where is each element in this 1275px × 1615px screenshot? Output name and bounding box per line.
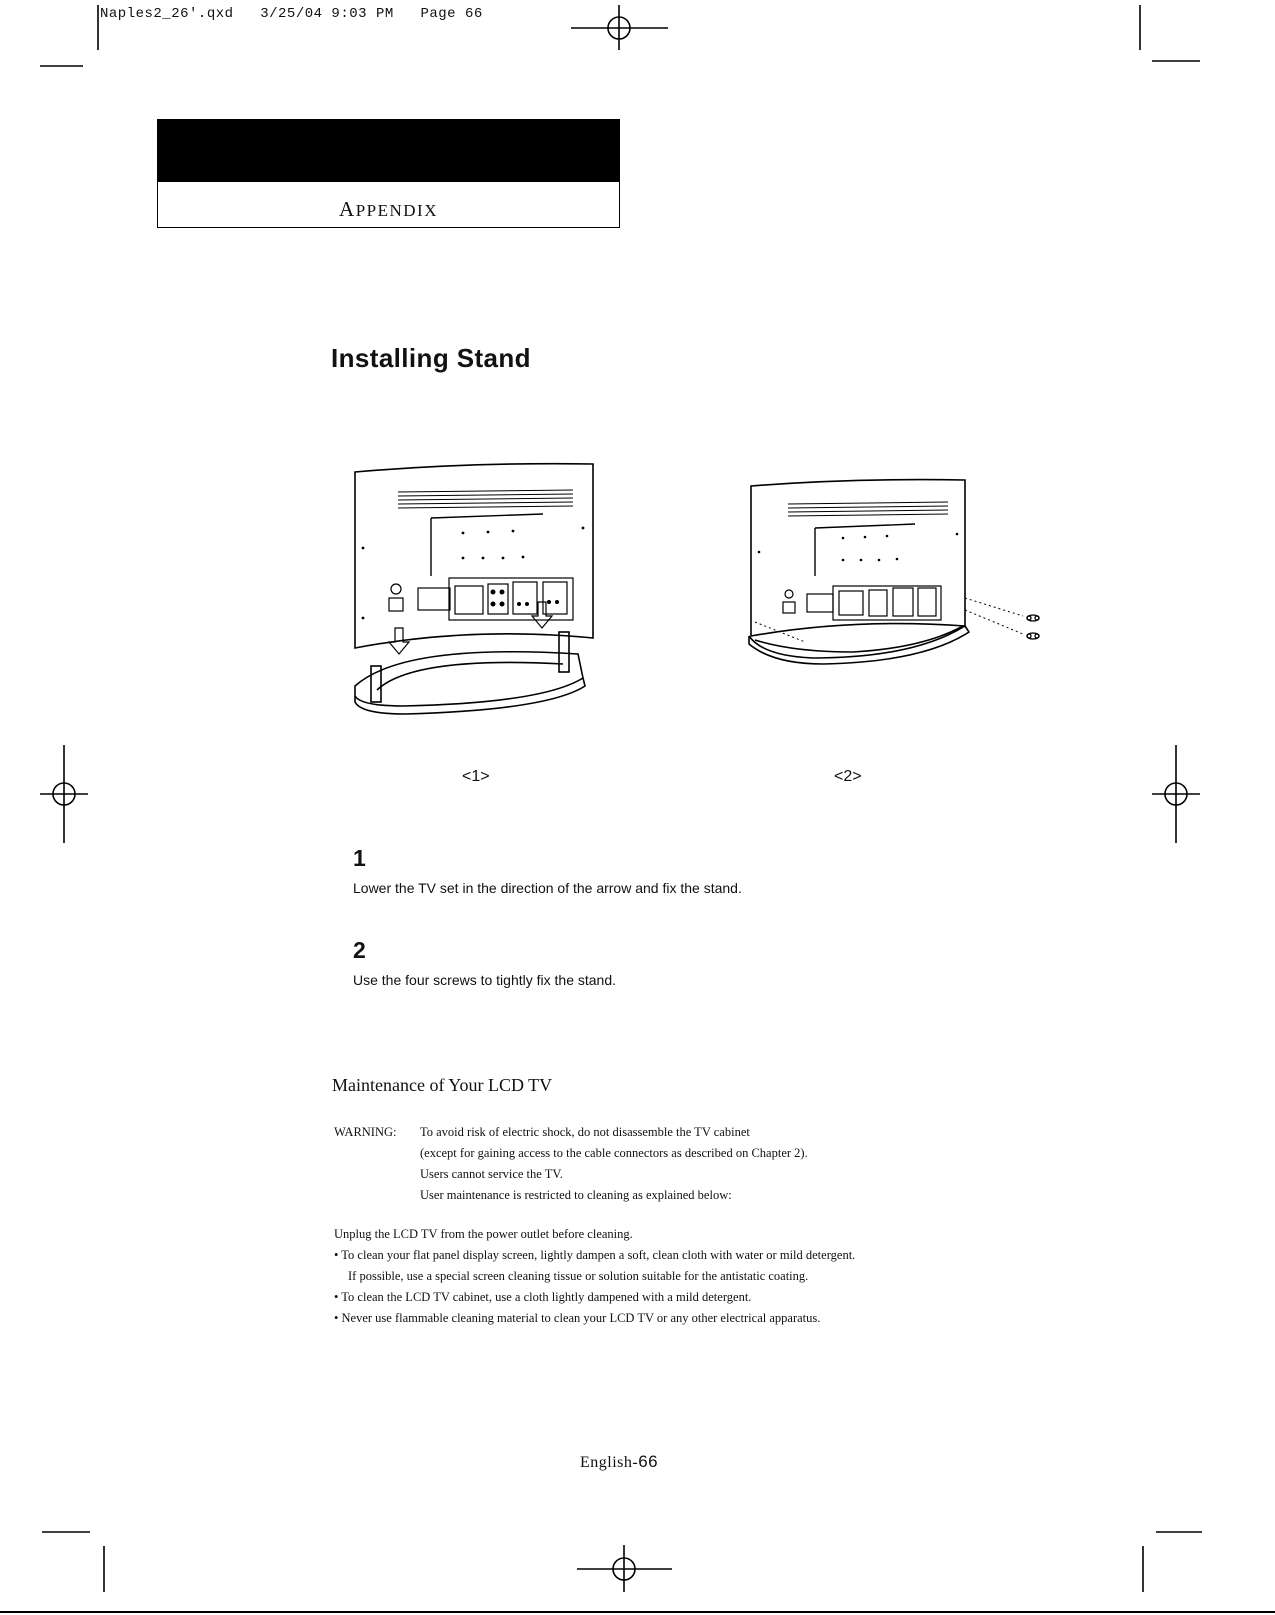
tv-screw-dots	[362, 527, 585, 620]
header-black-bar	[158, 120, 619, 182]
cleaning-instructions	[334, 1224, 1134, 1329]
section-label-rest: PPENDIX	[355, 201, 438, 220]
registration-mark-right	[1152, 745, 1200, 843]
step-2-text: Use the four screws to tightly fix the stand.	[353, 972, 617, 988]
page-number: 66	[638, 1452, 659, 1471]
section-label-initial: A	[339, 197, 356, 221]
cleaning-bullet: • To clean your flat panel display screen, lightly dampen a soft, clean cloth with water or mild detergent.	[334, 1248, 856, 1262]
warning-line-3: Users cannot service the TV.	[420, 1167, 563, 1181]
cleaning-bullet: • To clean the LCD TV cabinet, use a cloth lightly dampened with a mild detergent.	[334, 1290, 752, 1304]
maintenance-title: Maintenance of Your LCD TV	[332, 1075, 553, 1095]
page-footer	[580, 1452, 658, 1472]
figure-2-caption: <2>	[834, 768, 862, 785]
cleaning-bullet-text: To clean your flat panel display screen, lightly dampen a soft, clean cloth with water or mild detergent.	[341, 1248, 856, 1262]
registration-mark-left	[40, 745, 88, 843]
tv-vents	[398, 490, 573, 508]
warning-block	[334, 1122, 1074, 1206]
section-label	[158, 197, 619, 222]
figure-2-illustration	[743, 476, 1053, 696]
cleaning-bullet-continuation: If possible, use a special screen cleaning tissue or solution suitable for the antistatic coating.	[348, 1269, 809, 1283]
down-arrow-icon	[389, 602, 552, 654]
warning-label: WARNING:	[334, 1125, 397, 1139]
registration-mark-bottom	[577, 1545, 672, 1592]
step-1-number: 1	[353, 845, 366, 871]
step-2-number: 2	[353, 937, 366, 963]
tv-connector-panel	[783, 586, 941, 620]
registration-mark-top	[571, 5, 668, 50]
cleaning-bullet-text: Never use flammable cleaning material to clean your LCD TV or any other electrical apparatus.	[341, 1311, 821, 1325]
cleaning-intro: Unplug the LCD TV from the power outlet before cleaning.	[334, 1227, 633, 1241]
page-title: Installing Stand	[331, 343, 531, 373]
warning-line-4: User maintenance is restricted to cleaning as explained below:	[420, 1188, 732, 1202]
print-slug: Naples2_26'.qxd 3/25/04 9:03 PM Page 66	[100, 6, 483, 22]
cleaning-bullet-text: To clean the LCD TV cabinet, use a cloth lightly dampened with a mild detergent.	[341, 1290, 752, 1304]
step-1-text: Lower the TV set in the direction of the arrow and fix the stand.	[353, 880, 742, 896]
figure-1-caption: <1>	[462, 768, 490, 785]
footer-prefix: English-	[580, 1454, 639, 1471]
warning-line-1	[334, 1122, 1074, 1143]
figure-1-illustration	[343, 458, 603, 738]
cleaning-bullet: • Never use flammable cleaning material to clean your LCD TV or any other electrical apparatus.	[334, 1311, 821, 1325]
warning-text: To avoid risk of electric shock, do not disassemble the TV cabinet	[420, 1125, 750, 1139]
screw-icon	[1027, 615, 1039, 639]
section-header	[157, 119, 620, 228]
stand-base	[355, 632, 585, 714]
warning-line-2: (except for gaining access to the cable connectors as described on Chapter 2).	[420, 1146, 808, 1160]
tv-vents	[788, 502, 948, 516]
